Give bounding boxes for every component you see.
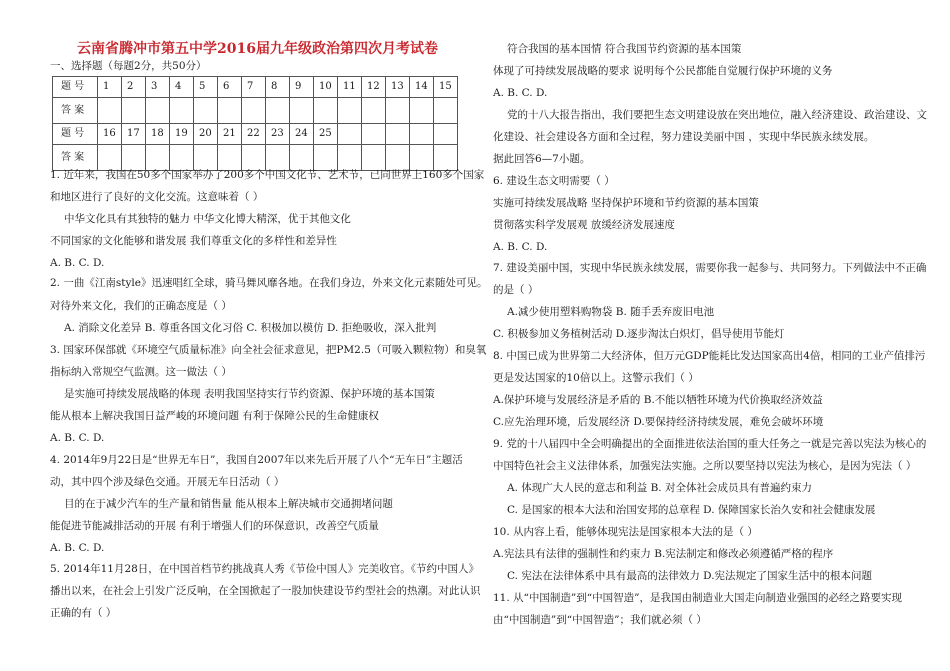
answer-cell[interactable] [290, 98, 314, 124]
question-4-options-1: 目的在于减少汽车的生产量和销售量 能从根本上解决城市交通拥堵问题 [64, 498, 393, 510]
table-cell [434, 124, 458, 145]
table-cell [386, 145, 410, 171]
table-cell: 7 [242, 77, 266, 98]
question-2-stem-cont: 对待外来文化，我们的正确态度是（ ） [50, 300, 232, 312]
table-cell: 10 [314, 77, 338, 98]
table-cell: 20 [194, 124, 218, 145]
table-cell: 21 [218, 124, 242, 145]
question-9-stem-cont: 中国特色社会主义法律体系，加强宪法实施。之所以要坚持以宪法为核心，是因为宪法（ ） [493, 460, 917, 472]
question-10-stem: 10. 从内容上看，能够体现宪法是国家根本大法的是（ ） [493, 526, 758, 538]
table-cell [362, 124, 386, 145]
question-11-stem: 11. 从“中国制造”到“中国智造”，是我国由制造业大国走向制造业强国的必经之路要实现 [493, 592, 903, 604]
question-6-options-2: 贯彻落实科学发展观 放缓经济发展速度 [493, 219, 675, 231]
choice-letters: A. B. C. D. [50, 432, 105, 444]
answer-cell[interactable] [194, 145, 218, 171]
answer-cell[interactable] [386, 98, 410, 124]
table-row [53, 124, 458, 145]
answer-cell[interactable] [218, 98, 242, 124]
question-8-stem: 8. 中国已成为世界第二大经济体，但万元GDP能耗比发达国家高出4倍，相同的工业产值排污 [493, 350, 926, 362]
choice-letters: A. B. C. D. [493, 87, 548, 99]
answer-cell[interactable] [170, 145, 194, 171]
table-row [53, 77, 458, 98]
answer-cell[interactable] [170, 98, 194, 124]
answer-cell[interactable] [242, 98, 266, 124]
exam-title: 云南省腾冲市第五中学2016届九年级政治第四次月考试卷 [77, 41, 438, 57]
table-cell: 11 [338, 77, 362, 98]
table-cell: 17 [122, 124, 146, 145]
question-10-options-2: C. 宪法在法律体系中具有最高的法律效力 D.宪法规定了国家生活中的根本问题 [507, 570, 873, 582]
question-5-stem-cont: 播出以来，在社会上引发广泛反响，在全国掀起了一股加快建设节约型社会的热潮。对此认识 [50, 585, 481, 597]
table-cell [386, 124, 410, 145]
choice-letters: A. B. C. D. [50, 257, 105, 269]
passage-line-1: 党的十八大报告指出，我们要把生态文明建设放在突出地位，融入经济建设、政治建设、文 [507, 109, 927, 121]
question-2-options: A. 消除文化差异 B. 尊重各国文化习俗 C. 积极加以模仿 D. 拒绝吸收，深入批判 [64, 322, 437, 334]
table-cell: 2 [122, 77, 146, 98]
question-8-options-1: A.保护环境与发展经济是矛盾的 B.不能以牺牲环境为代价换取经济效益 [493, 394, 823, 406]
table-cell [434, 145, 458, 171]
question-1-stem: 1. 近年来，我国在50多个国家举办了200多个中国文化节、艺术节，已同世界上160多个国家 [50, 169, 485, 181]
question-3-options-1: 是实施可持续发展战略的体现 表明我国坚持实行节约资源、保护环境的基本国策 [64, 388, 435, 400]
answer-cell[interactable] [146, 98, 170, 124]
question-7-stem-cont: 的是（ ） [493, 284, 539, 296]
table-cell: 8 [266, 77, 290, 98]
question-6-stem: 6. 建设生态文明需要（ ） [493, 175, 615, 187]
table-cell: 5 [194, 77, 218, 98]
answer-cell[interactable] [410, 98, 434, 124]
table-cell: 15 [434, 77, 458, 98]
answer-cell[interactable] [98, 145, 122, 171]
answer-cell[interactable] [434, 98, 458, 124]
question-7-stem: 7. 建设美丽中国，实现中华民族永续发展，需要你我一起参与、共同努力。下列做法中不正确 [493, 262, 927, 274]
answer-cell[interactable] [122, 98, 146, 124]
question-9-stem: 9. 党的十八届四中全会明确提出的全面推进依法治国的重大任务之一就是完善以宪法为核心的 [493, 438, 927, 450]
table-label: 题 号 [53, 124, 98, 145]
question-2-stem: 2. 一曲《江南style》迅速唱红全球，骑马舞风靡各地。在我们身边，外来文化元素随处可见。 [50, 277, 488, 289]
table-cell: 4 [170, 77, 194, 98]
question-11-stem-cont: 由“中国制造”到“中国智造”；我们就必须（ ） [493, 614, 707, 626]
answer-cell[interactable] [218, 145, 242, 171]
section-heading: 一、选择题（每题2分，共50分） [50, 60, 207, 72]
table-cell: 16 [98, 124, 122, 145]
table-cell [410, 145, 434, 171]
table-cell [338, 124, 362, 145]
question-7-options-2: C. 积极参加义务植树活动 D.逐步淘汰白炽灯，倡导使用节能灯 [493, 328, 785, 340]
question-4-options-2: 能促进节能减排活动的开展 有利于增强人们的环保意识，改善空气质量 [50, 520, 379, 532]
question-5-stem: 5. 2014年11月28日，在中国首档节约挑战真人秀《节俭中国人》完美收官。《节约中国人》 [50, 563, 480, 575]
answer-table [52, 76, 458, 171]
table-cell [410, 124, 434, 145]
table-label: 题 号 [53, 77, 98, 98]
question-1-options-2: 不同国家的文化能够和谐发展 我们尊重文化的多样性和差异性 [50, 235, 337, 247]
table-cell: 22 [242, 124, 266, 145]
passage-line-2: 化建设、社会建设各方面和全过程，努力建设美丽中国 ，实现中华民族永续发展。 [493, 131, 875, 143]
table-row [53, 145, 458, 171]
question-4-stem: 4. 2014年9月22日是“世界无车日”，我国自2007年以来先后开展了八个“无车日”主题活 [50, 454, 463, 466]
table-cell: 23 [266, 124, 290, 145]
question-10-options-1: A.宪法具有法律的强制性和约束力 B.宪法制定和修改必须遵循严格的程序 [493, 548, 834, 560]
answer-cell[interactable] [362, 98, 386, 124]
answer-cell[interactable] [242, 145, 266, 171]
table-cell [338, 145, 362, 171]
question-4-stem-cont: 动，其中四个涉及绿色交通。开展无车日活动（ ） [50, 476, 285, 488]
question-3-stem-cont: 指标纳入常规空气监测。这一做法（ ） [50, 366, 232, 378]
table-cell: 13 [386, 77, 410, 98]
table-label: 答 案 [53, 98, 98, 124]
question-1-options-1: 中华文化具有其独特的魅力 中华文化博大精深，优于其他文化 [64, 213, 351, 225]
answer-cell[interactable] [98, 98, 122, 124]
table-cell [362, 145, 386, 171]
question-5-stem-end: 正确的有（ ） [50, 607, 117, 619]
choice-letters: A. B. C. D. [493, 241, 548, 253]
question-5-options-2: 体现了可持续发展战略的要求 说明每个公民都能自觉履行保护环境的义务 [493, 65, 833, 77]
table-cell: 12 [362, 77, 386, 98]
table-cell: 6 [218, 77, 242, 98]
answer-cell[interactable] [338, 98, 362, 124]
table-cell: 9 [290, 77, 314, 98]
table-cell: 25 [314, 124, 338, 145]
answer-cell[interactable] [314, 145, 338, 171]
choice-letters: A. B. C. D. [50, 542, 105, 554]
answer-cell[interactable] [194, 98, 218, 124]
question-6-options-1: 实施可持续发展战略 坚持保护环境和节约资源的基本国策 [493, 197, 759, 209]
table-cell: 3 [146, 77, 170, 98]
passage-instruction: 据此回答6—7小题。 [493, 153, 591, 165]
table-cell: 24 [290, 124, 314, 145]
question-9-options-1: A. 体现广大人民的意志和利益 B. 对全体社会成员具有普遍约束力 [507, 482, 812, 494]
answer-cell[interactable] [146, 145, 170, 171]
answer-cell[interactable] [290, 145, 314, 171]
answer-cell[interactable] [122, 145, 146, 171]
question-8-options-2: C.应先治理环境，后发展经济 D.要保持经济持续发展，难免会破坏环境 [493, 416, 824, 428]
question-3-options-2: 能从根本上解决我国日益严峻的环境问题 有利于保障公民的生命健康权 [50, 410, 379, 422]
question-7-options-1: A.减少使用塑料购物袋 B. 随手丢弃废旧电池 [507, 306, 715, 318]
answer-cell[interactable] [266, 145, 290, 171]
answer-cell[interactable] [266, 98, 290, 124]
answer-cell[interactable] [314, 98, 338, 124]
table-cell: 14 [410, 77, 434, 98]
question-5-options-1: 符合我国的基本国情 符合我国节约资源的基本国策 [507, 43, 742, 55]
question-3-stem: 3. 国家环保部就《环境空气质量标准》向全社会征求意见，把PM2.5（可吸入颗粒物）和臭氧 [50, 344, 487, 356]
table-cell: 1 [98, 77, 122, 98]
question-1-stem-cont: 和地区进行了良好的文化交流。这意味着（ ） [50, 191, 264, 203]
table-cell: 18 [146, 124, 170, 145]
question-8-stem-cont: 更是发达国家的10倍以上。这警示我们（ ） [493, 372, 699, 384]
table-row [53, 98, 458, 124]
table-label: 答 案 [53, 145, 98, 171]
question-9-options-2: C. 是国家的根本大法和治国安邦的总章程 D. 保障国家长治久安和社会健康发展 [507, 504, 876, 516]
table-cell: 19 [170, 124, 194, 145]
